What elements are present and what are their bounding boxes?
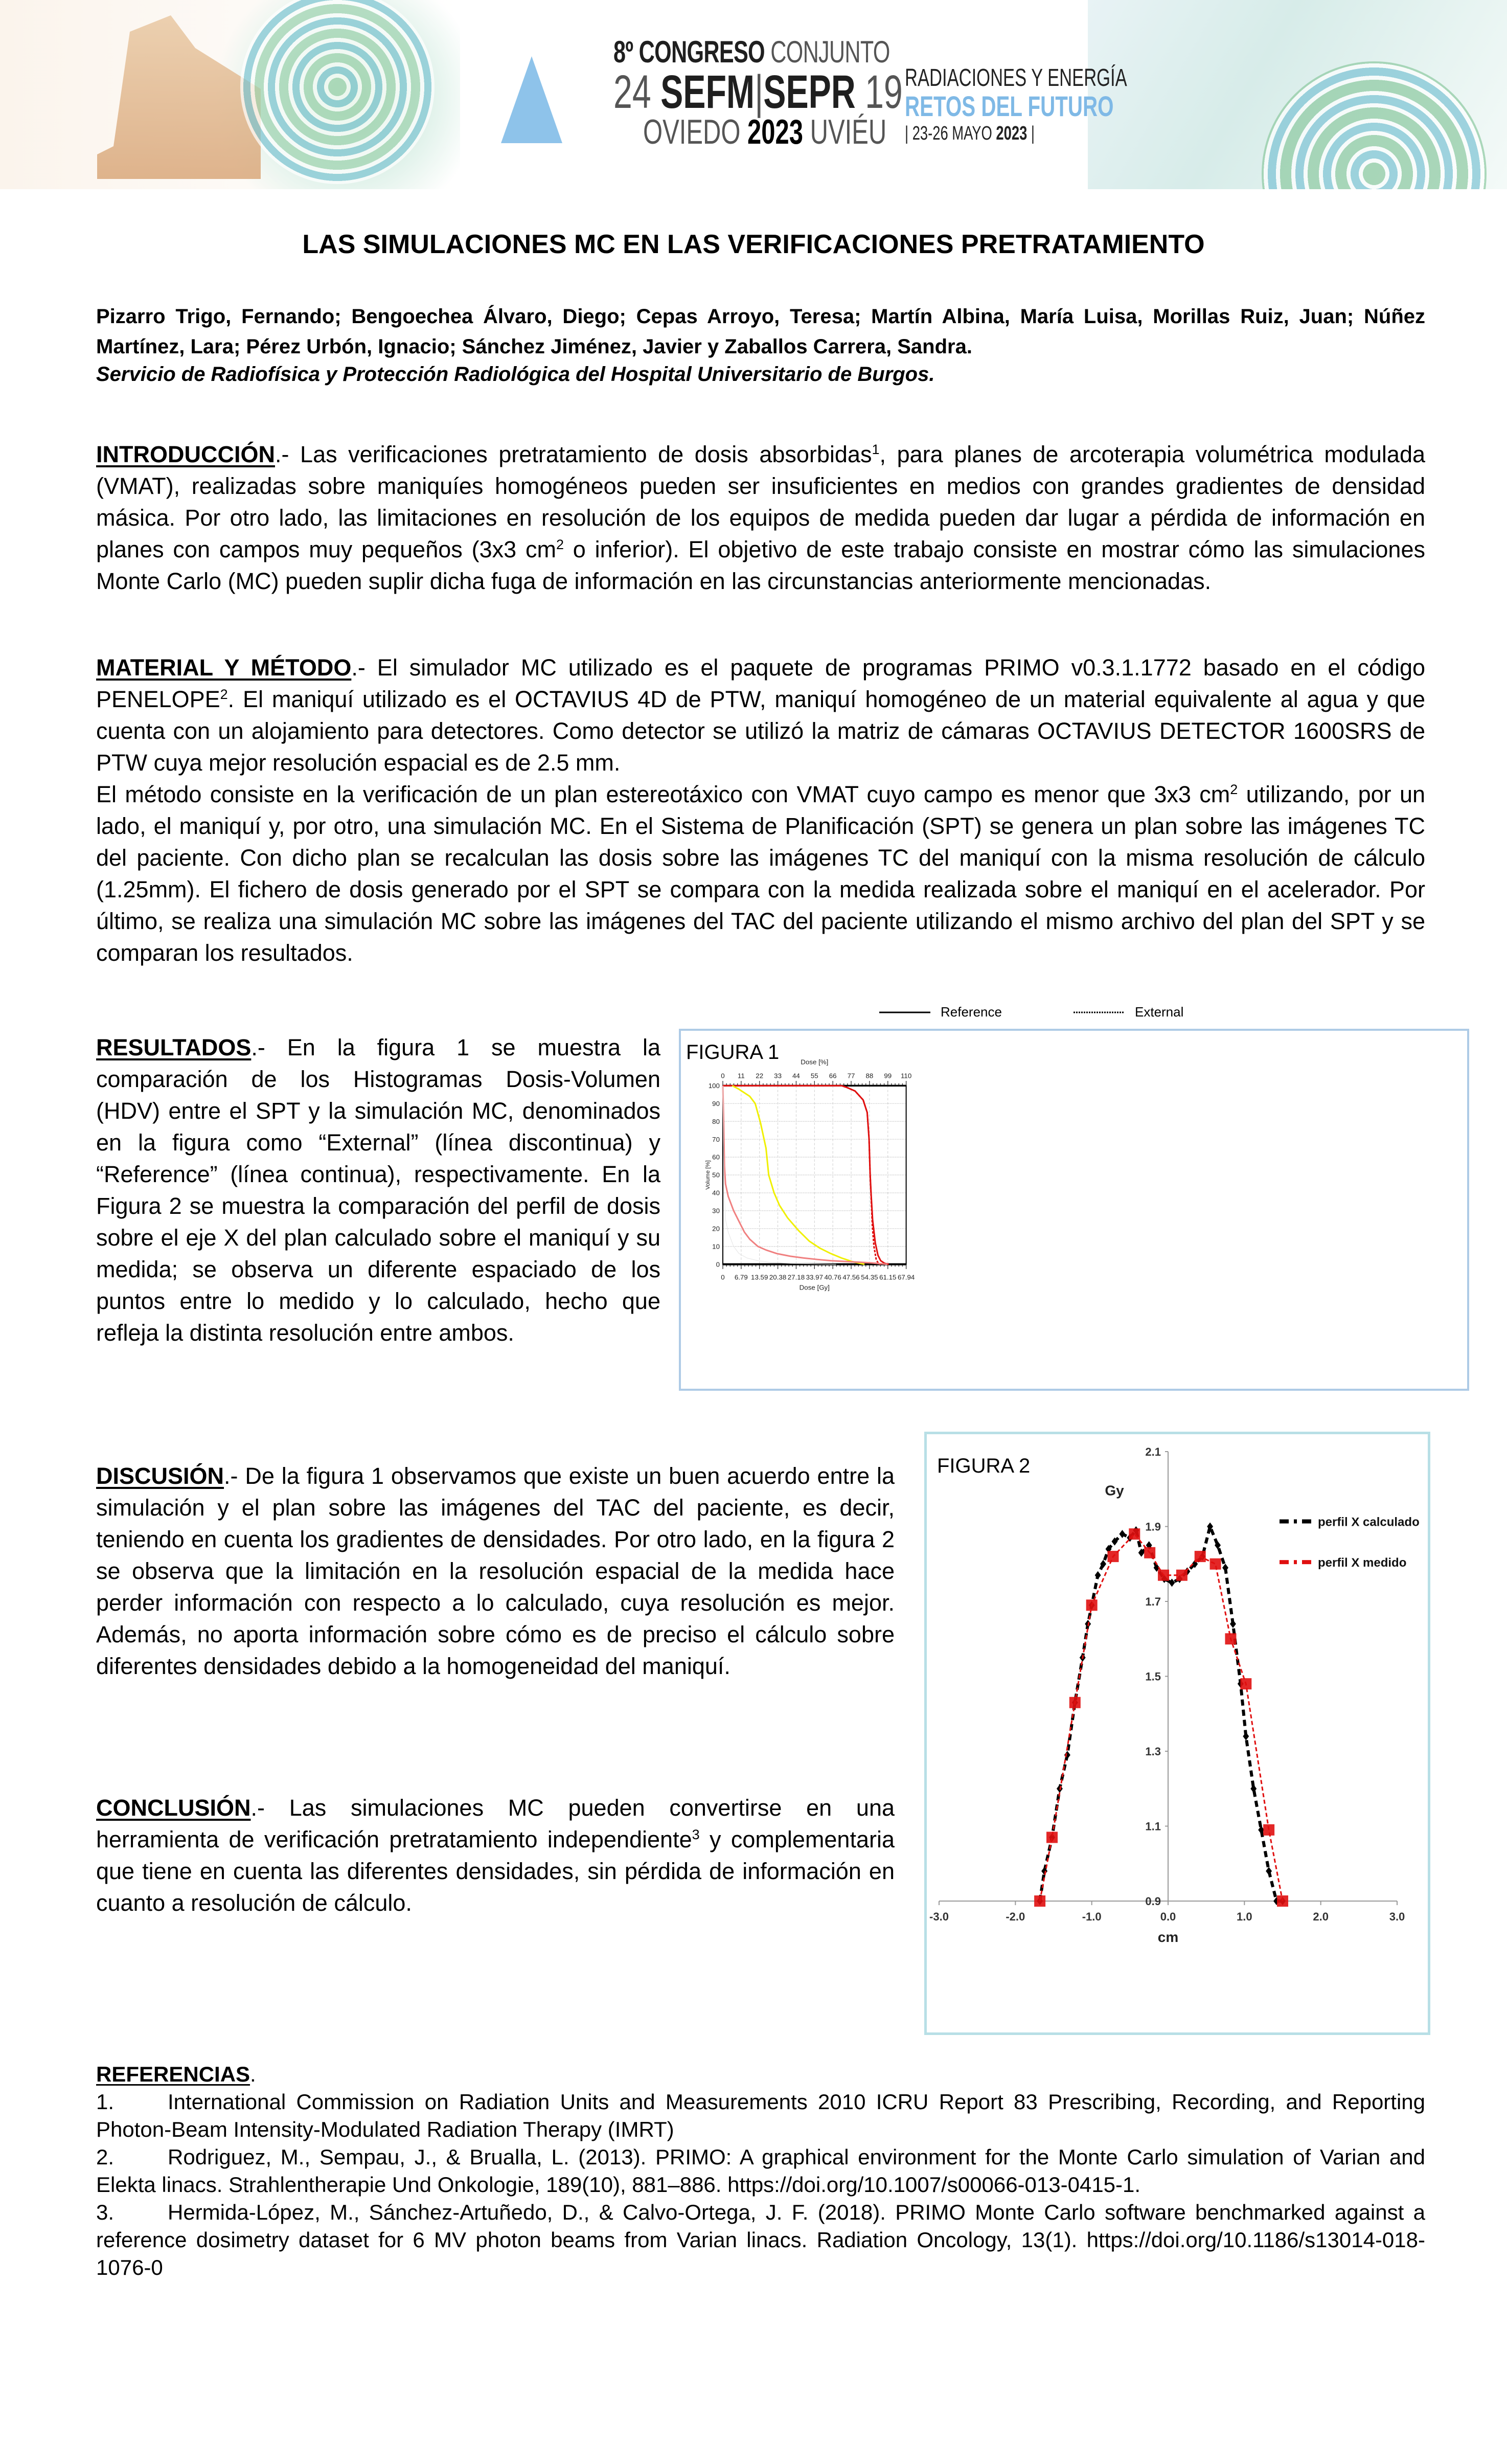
church-illustration [97, 15, 261, 179]
profile-marker-diamond [1119, 1530, 1125, 1538]
citation-superscript: 2 [220, 687, 228, 702]
x-axis-label: cm [1157, 1929, 1179, 1945]
dose-profile-chart [927, 1434, 1428, 2032]
profile-marker-square [1240, 1678, 1251, 1689]
logo-line-1: 8º CONGRESO CONJUNTO [613, 35, 890, 69]
profile-marker-square [1086, 1599, 1098, 1611]
section-text: utilizando, por un lado, el maniquí y, por otro, una simulación MC. En el Sistema de Planificación (SPT) se genera un plan sobre las imágenes TC del paciente. Con dicho plan se recalculan las dosis sobre las imágenes TC del maniquí con la misma resolución de cálculo (1.25mm). El fichero de dosis generado por el SPT se compara con la medida realizada sobre el maniquí en el acelerador. Por último, se realiza una simulación MC sobre las imágenes del TAC del paciente utilizando el mismo archivo del plan del SPT y se comparan los resultados. [96, 781, 1425, 966]
x-tick-label: 3.0 [1389, 1910, 1405, 1923]
section-heading: DISCUSIÓN [96, 1463, 224, 1489]
profile-marker-diamond [1243, 1732, 1249, 1740]
y-tick-label: 70 [712, 1135, 720, 1143]
x2-tick-label: 66 [829, 1072, 837, 1080]
radiation-triangle-icon [501, 56, 562, 143]
section-text: . El maniquí utilizado es el OCTAVIUS 4D de PTW, maniquí homogéneo de un material equivalente al agua y que cuenta con un alojamiento para detectores. Como detector se utilizó la matriz de cámaras OCTAVIUS DETECTOR 1600SRS de PTW cuya mejor resolución espacial es de 2.5 mm. [96, 686, 1425, 776]
section-text: El método consiste en la verificación de un plan estereotáxico con VMAT cuyo campo es menor que 3x3 cm [96, 781, 1230, 807]
x-tick-label: 33.97 [806, 1273, 823, 1281]
superscript: 2 [1230, 782, 1238, 797]
y-tick-label: 1.7 [1145, 1595, 1161, 1608]
reference-item [96, 2143, 1425, 2199]
logo-tagline-2: RETOS DEL FUTURO [905, 90, 1114, 122]
dvh-plot-scaled [705, 1058, 915, 1292]
x-tick-label: 40.76 [824, 1273, 841, 1281]
x2-tick-label: 88 [865, 1072, 874, 1080]
reference-text: International Commission on Radiation Units and Measurements 2010 ICRU Report 83 Prescribing, Recording, and Reporting Photon-Beam Intensity-Modulated Radiation Therapy (IMRT) [96, 2090, 1425, 2141]
y-tick-label: 30 [712, 1207, 720, 1215]
section-text: .- Las simulaciones MC pueden convertirse en una herramienta de verificación pretratamiento independiente [96, 1795, 895, 1852]
section-heading: INTRODUCCIÓN [96, 441, 275, 467]
x-tick-label: -3.0 [929, 1910, 949, 1923]
figure-label: FIGURA 2 [937, 1455, 1031, 1477]
section-text: .- Las verificaciones pretratamiento de dosis absorbidas [275, 441, 872, 467]
section-heading: RESULTADOS [96, 1034, 252, 1060]
reference-number: 3. [96, 2200, 115, 2224]
profile-marker-square [1225, 1633, 1236, 1644]
x-tick-label: 6.79 [734, 1273, 748, 1281]
x2-tick-label: 77 [847, 1072, 855, 1080]
profile-marker-square [1144, 1547, 1155, 1558]
x2-tick-label: 44 [792, 1072, 800, 1080]
profile-series-line [1040, 1527, 1283, 1902]
x-tick-label: 0.0 [1160, 1910, 1176, 1923]
profile-marker-diamond [1169, 1578, 1175, 1587]
legend-calculated-label: perfil X calculado [1318, 1515, 1420, 1529]
dvh-chart [681, 1031, 1467, 1389]
section-heading: MATERIAL Y MÉTODO [96, 654, 352, 681]
banner-decoration-left [0, 0, 460, 189]
x2-tick-label: 110 [900, 1072, 912, 1080]
profile-series-line [1040, 1534, 1283, 1901]
logo-line-2: 24 SEFM|SEPR 19 [613, 66, 903, 118]
section-text: o inferior). El objetivo de este trabajo consiste en mostrar cómo las simulaciones Monte Carlo (MC) pueden suplir dicha fuga de información en las circunstancias anteriormente mencionadas. [96, 536, 1425, 594]
x-tick-label: 1.0 [1237, 1910, 1252, 1923]
reference-number: 1. [96, 2090, 115, 2114]
section-text: .- El simulador MC utilizado es el paquete de programas PRIMO v0.3.1.1772 basado en el código PENELOPE [96, 654, 1425, 712]
author-list: Pizarro Trigo, Fernando; Bengoechea Álvaro, Diego; Cepas Arroyo, Teresa; Martín Albina, María Luisa, Morillas Ruiz, Juan; Núñez Martínez, Lara; Pérez Urbón, Ignacio; Sánchez Jiménez, Javier y Zaballos Carrera, Sandra. [96, 305, 1425, 358]
profile-marker-diamond [1250, 1784, 1257, 1793]
profile-marker-square [1210, 1558, 1221, 1570]
x-tick-label: 0 [721, 1273, 725, 1281]
y-tick-label: 1.3 [1145, 1745, 1161, 1758]
y-tick-label: 90 [712, 1099, 720, 1107]
figure-1 [679, 1029, 1469, 1391]
x2-tick-label: 11 [737, 1072, 745, 1080]
paper-title: LAS SIMULACIONES MC EN LAS VERIFICACIONES PRETRATAMIENTO [302, 230, 1205, 259]
reference-item [96, 2088, 1425, 2143]
y-tick-label: 40 [712, 1189, 720, 1197]
banner-decoration-right [1088, 0, 1507, 189]
logo-tagline-1: RADIACIONES Y ENERGÍA [905, 64, 1127, 92]
y-axis-label: Gy [1105, 1482, 1124, 1499]
profile-marker-square [1158, 1570, 1169, 1581]
section-text: .- De la figura 1 observamos que existe un buen acuerdo entre la simulación y el plan sobre las imágenes del TAC del paciente, es decir, teniendo en cuenta los gradientes de densidades. Por otro lado, en la figura 2 se observa que la limitación en la resolución espacial de la medida hace perder información con respecto a lo calculado, cuya resolución es mejor. Además, no aporta información sobre cómo es de preciso el cálculo sobre diferentes densidades debido a la homogeneidad del maniquí. [96, 1463, 895, 1679]
y-tick-label: 20 [712, 1225, 720, 1233]
x2-tick-label: 22 [756, 1072, 764, 1080]
rosette-illustration-right [1262, 61, 1487, 189]
x-tick-label: 47.56 [842, 1273, 860, 1281]
references: REFERENCIAS. 1. International Commission on Radiation Units and Measurements 2010 ICRU Report 83 Prescribing, Recording, and Reporting Photon-Beam Intensity-Modulated Radiation Therapy (IMRT) 2. Rodriguez, M., Sempau, J., & Brualla, L. (2013). PRIMO: A graphical environment for the Monte Carlo simulation of Varian and Elekta linacs. Strahlentherapie Und Onkologie, 189(10), 881–886. https://doi.org/10.1007/s00066-013-0415-1. 3. Hermida-López, M., Sánchez-Artuñedo, D., & Calvo-Ortega, J. F. (2018). PRIMO Monte Carlo software benchmarked against a reference dosimetry dataset for 6 MV photon beams from Varian linacs. Radiation Oncology, 13(1). https://doi.org/10.1186/s13014-018-1076-0 [96, 2061, 1425, 2281]
congress-banner [0, 0, 1507, 189]
legend-reference-label: Reference [941, 1004, 1002, 1020]
profile-marker-square [1107, 1551, 1118, 1562]
x2-tick-label: 0 [721, 1072, 725, 1080]
profile-marker-square [1069, 1697, 1081, 1708]
y-tick-label: 2.1 [1145, 1445, 1161, 1458]
congress-logo [501, 35, 1127, 153]
profile-marker-square [1129, 1528, 1140, 1540]
profile-marker-square [1277, 1895, 1288, 1907]
section-heading: CONCLUSIÓN [96, 1795, 251, 1821]
y-tick-label: 0.9 [1145, 1895, 1161, 1908]
citation-superscript: 1 [872, 442, 880, 457]
logo-dates: | 23-26 MAYO 2023 | [905, 123, 1035, 144]
x-tick-label: 20.38 [769, 1273, 787, 1281]
section-text: , para planes de arcoterapia volumétrica modulada (VMAT), realizadas sobre maniquíes homogéneos pueden ser insuficientes en medios con grandes gradientes de densidad másica. Por otro lado, las limitaciones en resolución de los equipos de medida pueden dar lugar a pérdida de información en planes con campos muy pequeños (3x3 cm [96, 441, 1425, 562]
y-tick-label: 60 [712, 1153, 720, 1161]
section-method [96, 652, 1425, 969]
profile-marker-square [1034, 1895, 1045, 1907]
x-tick-label: -1.0 [1082, 1910, 1102, 1923]
affiliation: Servicio de Radiofísica y Protección Radiológica del Hospital Universitario de Burgos. [96, 363, 935, 386]
y-tick-label: 10 [712, 1242, 720, 1251]
y-axis-label: Volume [%] [704, 1160, 711, 1190]
figure-1-legend [869, 1002, 1278, 1023]
profile-marker-diamond [1222, 1564, 1228, 1572]
legend-measured-label: perfil X medido [1318, 1556, 1407, 1570]
section-introduction [96, 439, 1425, 597]
x-tick-label: 2.0 [1313, 1910, 1329, 1923]
profile-marker-square [1176, 1570, 1188, 1581]
y-tick-label: 80 [712, 1117, 720, 1125]
x-tick-label: 61.15 [879, 1273, 897, 1281]
y-tick-label: 1.9 [1145, 1520, 1161, 1533]
x-axis-label: Dose [Gy] [799, 1283, 830, 1292]
reference-text: Rodriguez, M., Sempau, J., & Brualla, L. (2013). PRIMO: A graphical environment for the Monte Carlo simulation of Varian and Elekta linacs. Strahlentherapie Und Onkologie, 189(10), 881–886. https://doi.org/10.1007/s00066-013-0415-1. [96, 2145, 1425, 2197]
section-results [96, 1032, 660, 1349]
x-tick-label: 67.94 [897, 1273, 915, 1281]
references-heading: REFERENCIAS [96, 2062, 250, 2086]
x2-tick-label: 55 [810, 1072, 818, 1080]
y-tick-label: 100 [708, 1081, 720, 1090]
section-discussion [96, 1460, 895, 1682]
reference-number: 2. [96, 2145, 115, 2169]
figure-label: FIGURA 1 [686, 1041, 780, 1064]
y-tick-label: 1.5 [1145, 1670, 1161, 1683]
y-tick-label: 1.1 [1145, 1820, 1161, 1833]
reference-item [96, 2199, 1425, 2281]
reference-text: Hermida-López, M., Sánchez-Artuñedo, D., & Calvo-Ortega, J. F. (2018). PRIMO Monte Carlo software benchmarked against a reference dosimetry dataset for 6 MV photon beams from Varian linacs. Radiation Oncology, 13(1). https://doi.org/10.1186/s13014-018-1076-0 [96, 2200, 1425, 2279]
rosette-illustration-left [240, 0, 435, 184]
y-tick-label: 0 [716, 1260, 720, 1269]
x2-axis-label: Dose [%] [801, 1058, 829, 1066]
y-tick-label: 50 [712, 1171, 720, 1179]
profile-marker-square [1195, 1551, 1206, 1562]
citation-superscript: 3 [692, 1827, 700, 1842]
section-conclusion [96, 1792, 895, 1919]
superscript: 2 [556, 537, 564, 552]
logo-line-3: OVIEDO 2023 UVIÉU [643, 112, 887, 151]
profile-marker-square [1046, 1832, 1058, 1843]
section-text: .- En la figura 1 se muestra la comparación de los Histogramas Dosis-Volumen (HDV) entre el SPT y la simulación MC, denominados en la figura como “External” (línea discontinua) y “Reference” (línea continua), respectivamente. En la Figura 2 se muestra la comparación del perfil de dosis sobre el eje X del plan calculado sobre el maniquí y su medida; se observa un diferente espaciado de los puntos entre lo medido y lo calculado, hecho que refleja la distinta resolución entre ambos. [96, 1034, 660, 1346]
figure-2 [924, 1432, 1430, 2035]
x2-tick-label: 99 [884, 1072, 892, 1080]
profile-marker-square [1263, 1824, 1274, 1836]
x-tick-label: 13.59 [751, 1273, 768, 1281]
legend-external-label: External [1135, 1004, 1184, 1020]
profile-marker-diamond [1230, 1620, 1236, 1628]
x-tick-label: 54.35 [861, 1273, 878, 1281]
x-tick-label: 27.18 [787, 1273, 805, 1281]
section-text: y complementaria que tiene en cuenta las diferentes densidades, sin pérdida de información en cuanto a resolución de cálculo. [96, 1826, 895, 1916]
x-tick-label: -2.0 [1006, 1910, 1025, 1923]
x2-tick-label: 33 [774, 1072, 782, 1080]
